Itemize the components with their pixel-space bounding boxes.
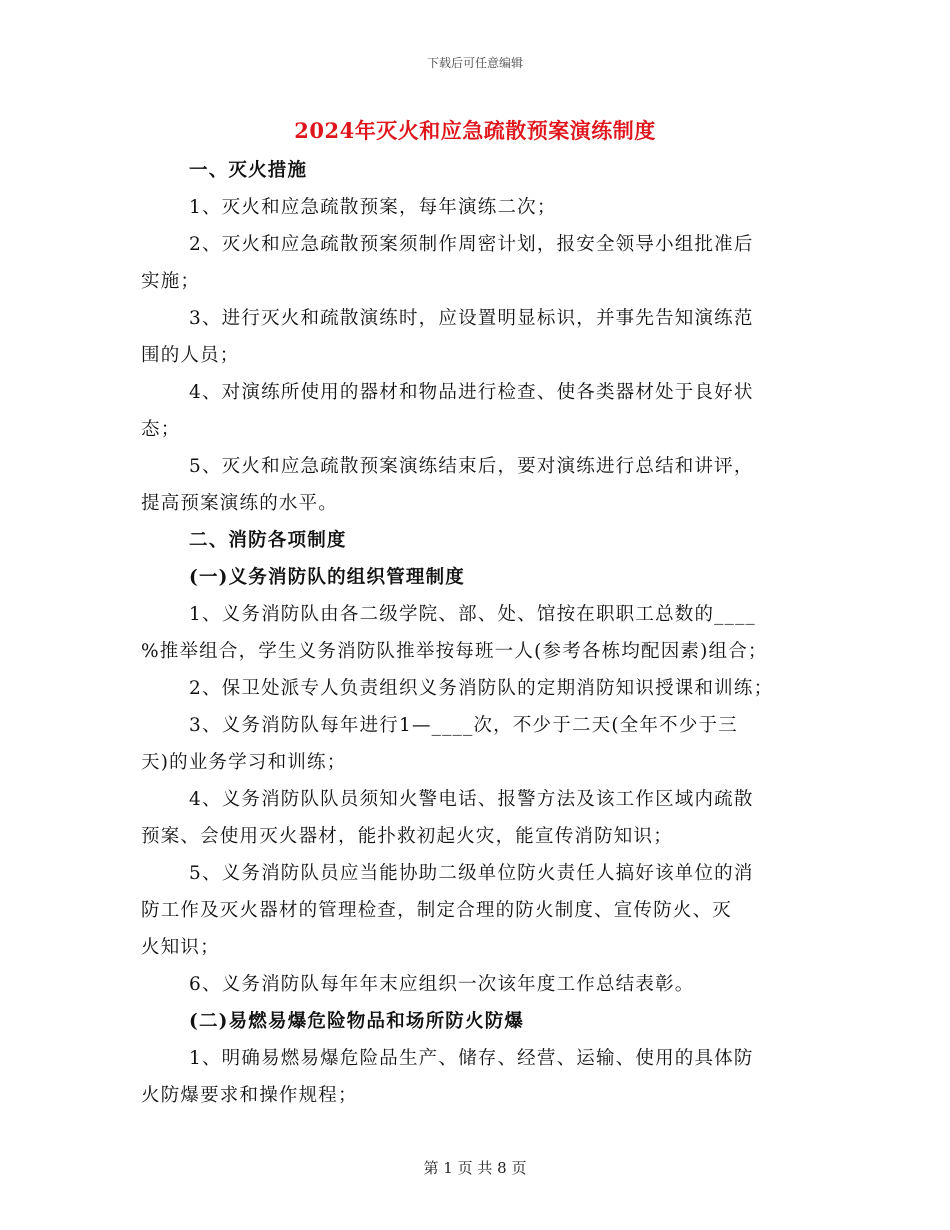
paragraph-line: 4、对演练所使用的器材和物品进行检查、使各类器材处于良好状 [189,382,754,403]
paragraph-line: 天)的业务学习和训练； [141,752,347,773]
page-footer: 第 1 页 共 8 页 [423,1159,527,1177]
paragraph-line: 实施； [141,271,201,292]
paragraph-line: 5、灭火和应急疏散预案演练结束后，要对演练进行总结和讲评， [189,456,754,477]
document-body [141,152,811,1114]
section-heading: 二、消防各项制度 [189,530,347,551]
document-title: 2024年灭火和应急疏散预案演练制度 [294,118,656,143]
header-note: 下载后可任意编辑 [426,56,523,70]
section-heading: (二)易燃易爆危险物品和场所防火防爆 [189,1011,525,1032]
paragraph-line: 1、义务消防队由各二级学院、部、处、馆按在职职工总数的____ [189,604,756,625]
paragraph-line: 5、义务消防队员应当能协助二级单位防火责任人搞好该单位的消 [189,863,754,884]
paragraph-line: 火知识； [141,937,220,958]
paragraph-line: 预案、会使用灭火器材，能扑救初起火灾，能宣传消防知识； [141,826,673,847]
paragraph-line: %推举组合，学生义务消防队推举按每班一人(参考各栋均配因素)组合； [141,641,768,662]
paragraph-line: 防工作及灭火器材的管理检查，制定合理的防火制度、宣传防火、灭 [141,900,733,921]
paragraph-line: 1、灭火和应急疏散预案，每年演练二次； [189,197,557,218]
paragraph-line: 3、进行灭火和疏散演练时，应设置明显标识，并事先告知演练范 [189,308,754,329]
paragraph-line: 1、明确易燃易爆危险品生产、储存、经营、运输、使用的具体防 [189,1048,754,1069]
paragraph-line: 围的人员； [141,345,240,366]
paragraph-line: 3、义务消防队每年进行1—____次，不少于二天(全年不少于三 [189,715,738,736]
paragraph-line: 态； [141,419,181,440]
paragraph-line: 6、义务消防队每年年末应组织一次该年度工作总结表彰。 [189,974,695,995]
paragraph-line: 提高预案演练的水平。 [141,493,339,514]
paragraph-line: 4、义务消防队队员须知火警电话、报警方法及该工作区域内疏散 [189,789,754,810]
paragraph-line: 火防爆要求和操作规程； [141,1085,358,1106]
section-heading: (一)义务消防队的组织管理制度 [189,567,466,588]
paragraph-line: 2、保卫处派专人负责组织义务消防队的定期消防知识授课和训练； [189,678,774,699]
section-heading: 一、灭火措施 [189,160,308,181]
paragraph-line: 2、灭火和应急疏散预案须制作周密计划，报安全领导小组批准后 [189,234,754,255]
